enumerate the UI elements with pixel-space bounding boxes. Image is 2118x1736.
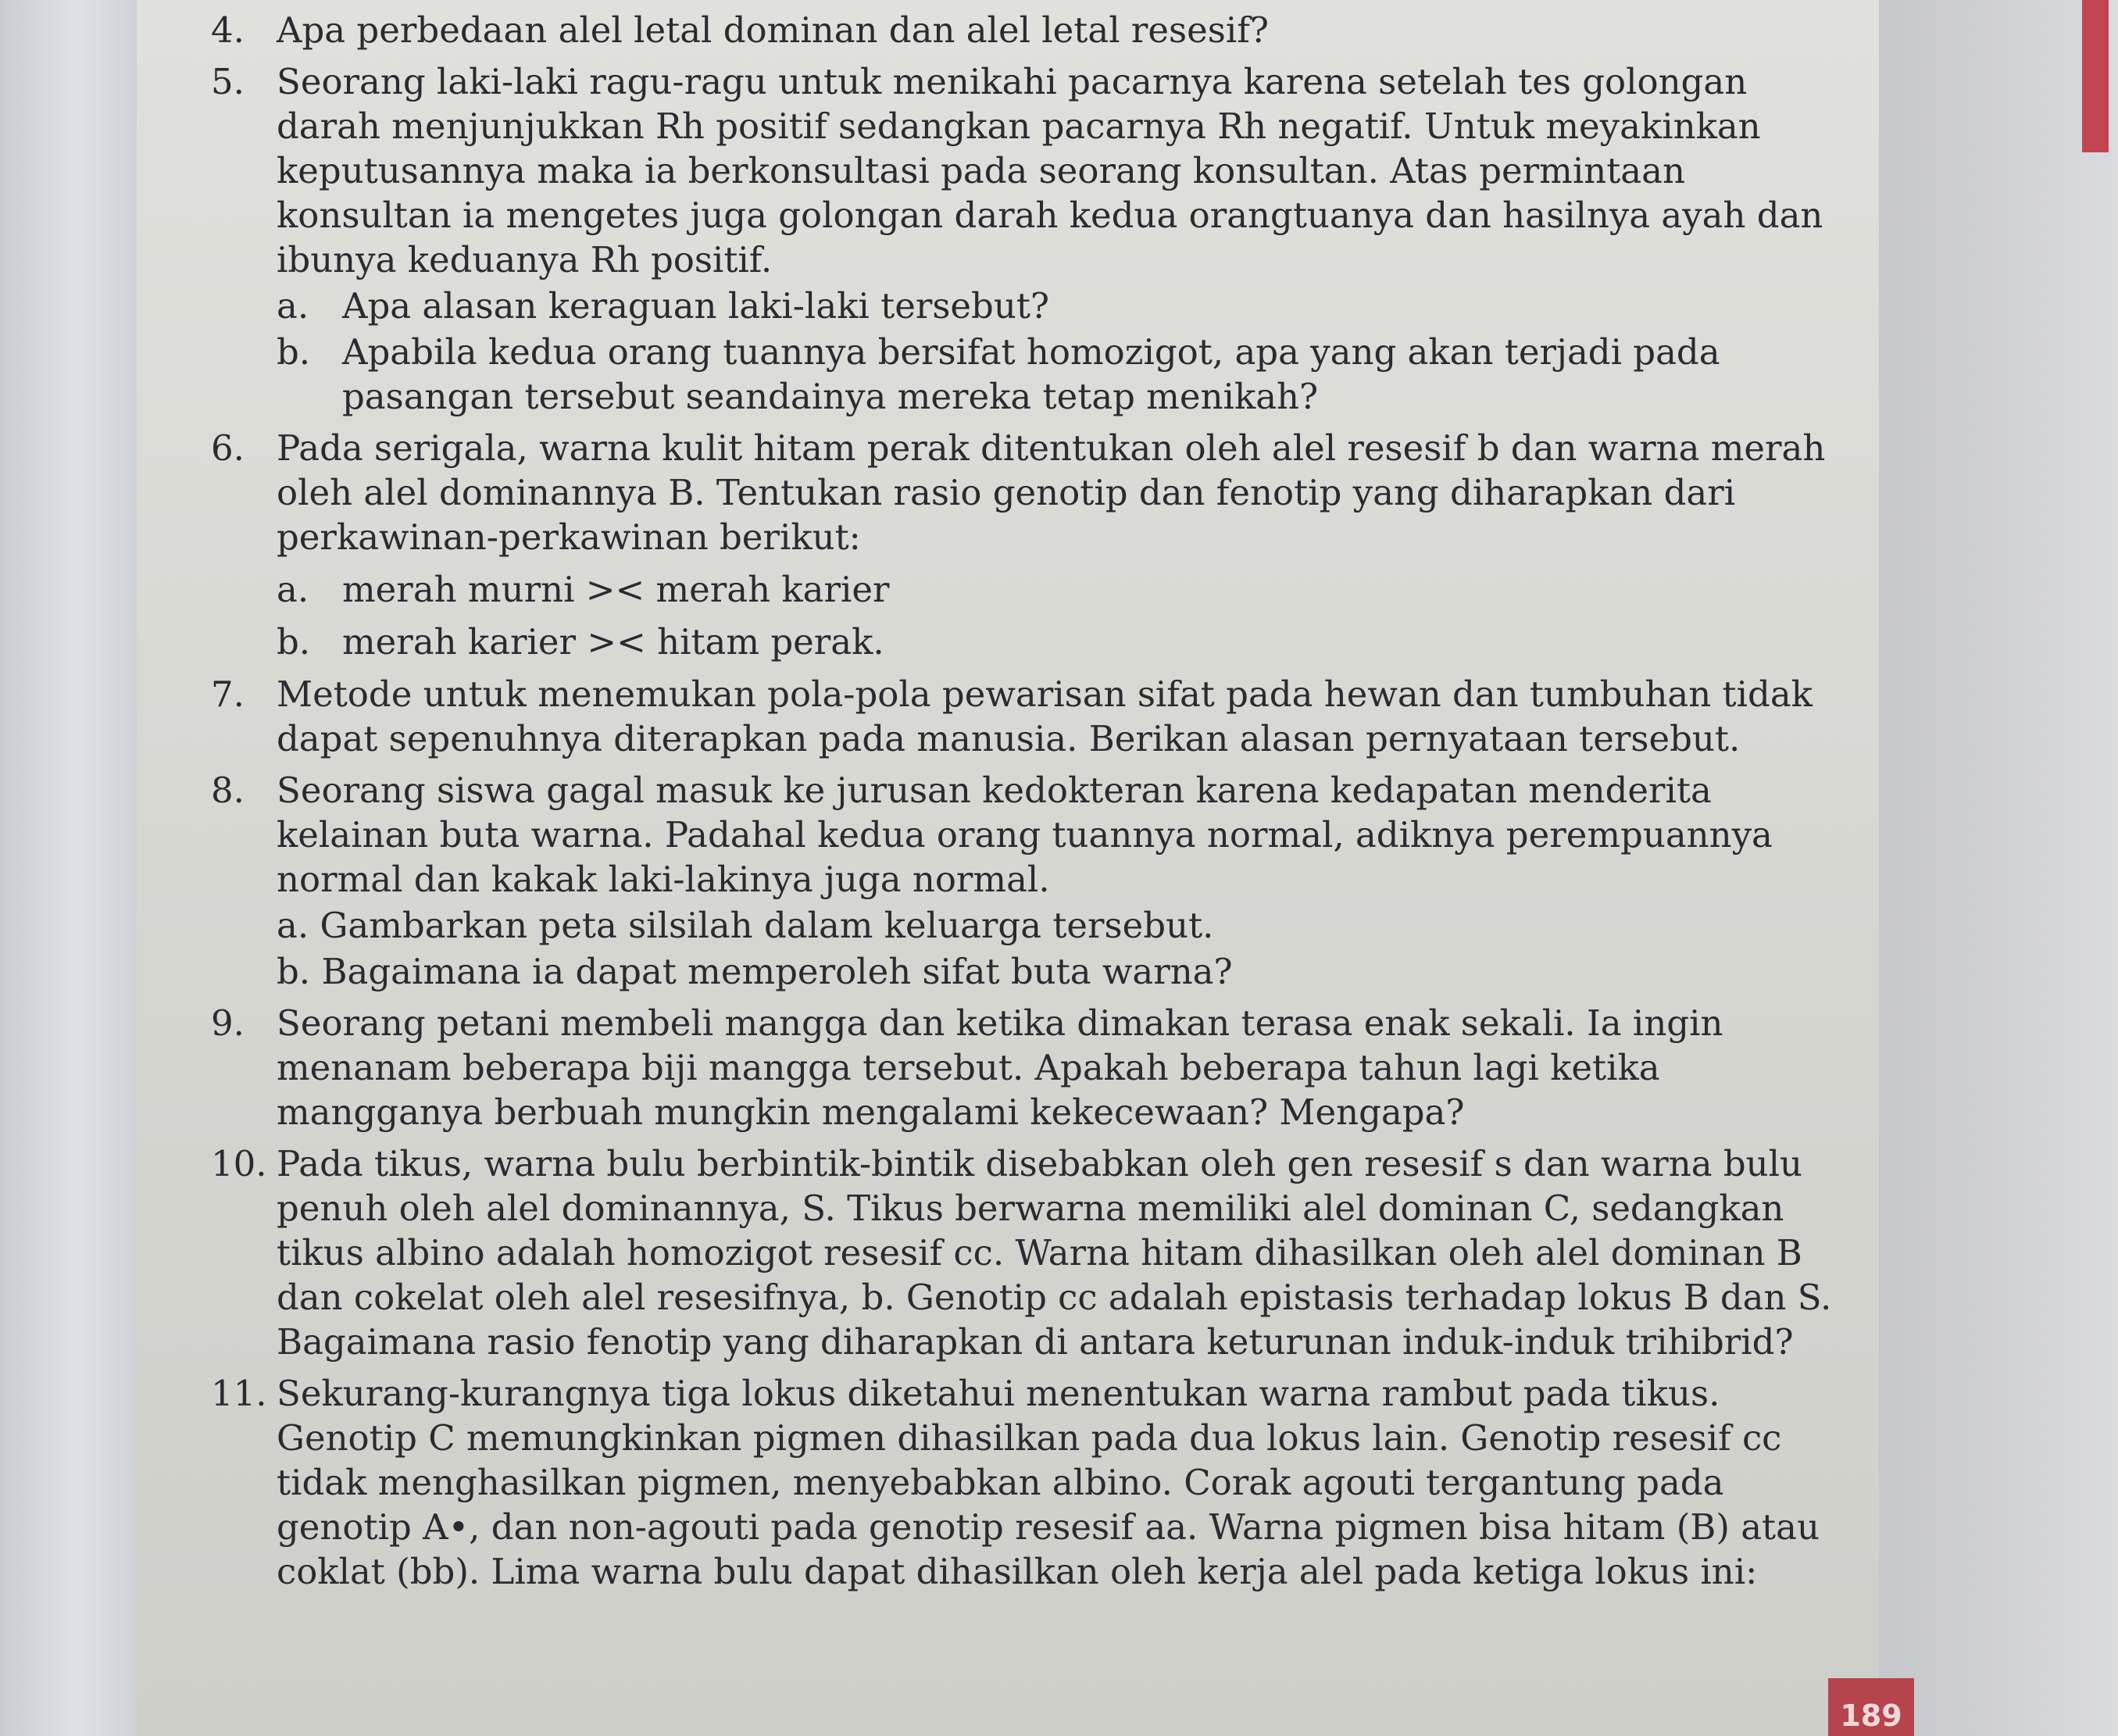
question-text: Seorang laki-laki ragu-ragu untuk menikahi pacarnya karena setelah tes golongan darah menjunjukkan Rh positif sedangkan pacarnya Rh negatif. Untuk meyakinkan keputusannya maka ia berkonsultasi pada seorang konsultan. Atas permintaan konsultan ia mengetes juga golongan darah kedua orangtuanya dan hasilnya ayah dan ibunya keduanya Rh positif.	[277, 61, 1823, 280]
question-text: Apa perbedaan alel letal dominan dan alel letal resesif?	[277, 9, 1270, 51]
sub-label: a.	[277, 569, 309, 610]
sub-text: Gambarkan peta silsilah dalam keluarga tersebut.	[320, 905, 1214, 946]
question-number: 5.	[211, 61, 245, 102]
sub-label: b.	[277, 621, 311, 663]
question-10	[211, 1141, 1859, 1364]
sub-text: merah karier >< hitam perak.	[342, 621, 884, 663]
sub-text: Apabila kedua orang tuannya bersifat homozigot, apa yang akan terjadi pada pasangan tersebut seandainya mereka tetap menikah?	[342, 331, 1720, 417]
sub-question	[277, 330, 1859, 419]
question-text: Pada serigala, warna kulit hitam perak ditentukan oleh alel resesif b dan warna merah oleh alel dominannya B. Tentukan rasio genotip dan fenotip yang diharapkan dari perkawinan-perkawinan berikut:	[277, 427, 1826, 558]
question-text: Metode untuk menemukan pola-pola pewarisan sifat pada hewan dan tumbuhan tidak dapat sepenuhnya diterapkan pada manusia. Berikan alasan pernyataan tersebut.	[277, 673, 1813, 759]
question-number: 8.	[211, 770, 245, 811]
question-number: 11.	[211, 1373, 267, 1414]
question-4	[211, 8, 1859, 52]
chapter-tab	[2082, 0, 2109, 152]
sub-text: Apa alasan keraguan laki-laki tersebut?	[342, 285, 1050, 327]
question-text: Sekurang-kurangnya tiga lokus diketahui menentukan warna rambut pada tikus. Genotip C memungkinkan pigmen dihasilkan pada dua lokus lain. Genotip resesif cc tidak menghasilkan pigmen, menyebabkan albino. Corak agouti tergantung pada genotip A•, dan non-agouti pada genotip resesif aa. Warna pigmen bisa hitam (B) atau coklat (bb). Lima warna bulu dapat dihasilkan oleh kerja alel pada ketiga lokus ini:	[277, 1373, 1820, 1592]
question-list	[211, 8, 1859, 1601]
question-number: 7.	[211, 673, 245, 715]
question-text: Seorang petani membeli mangga dan ketika dimakan terasa enak sekali. Ia ingin menanam beberapa biji mangga tersebut. Apakah beberapa tahun lagi ketika mangganya berbuah mungkin mengalami kekecewaan? Mengapa?	[277, 1002, 1723, 1133]
question-number: 6.	[211, 427, 245, 469]
question-9	[211, 1001, 1859, 1134]
question-number: 9.	[211, 1002, 245, 1044]
question-5	[211, 59, 1859, 419]
question-text: Seorang siswa gagal masuk ke jurusan kedokteran karena kedapatan menderita kelainan buta warna. Padahal kedua orang tuannya normal, adiknya perempuannya normal dan kakak laki-lakinya juga normal.	[277, 770, 1773, 900]
sub-text: Bagaimana ia dapat memperoleh sifat buta warna?	[321, 951, 1233, 992]
question-text: Pada tikus, warna bulu berbintik-bintik disebabkan oleh gen resesif s dan warna bulu penuh oleh alel dominannya, S. Tikus berwarna memiliki alel dominan C, sedangkan tikus albino adalah homozigot resesif cc. Warna hitam dihasilkan oleh alel dominan B dan cokelat oleh alel resesifnya, b. Genotip cc adalah epistasis terhadap lokus B dan S. Bagaimana rasio fenotip yang diharapkan di antara keturunan induk-induk trihibrid?	[277, 1143, 1832, 1363]
sub-label: b.	[277, 951, 311, 992]
question-7	[211, 672, 1859, 761]
sub-question	[277, 620, 1859, 664]
sub-text: merah murni >< merah karier	[342, 569, 890, 610]
question-number: 4.	[211, 9, 245, 51]
question-8	[211, 768, 1859, 994]
page-gutter	[0, 0, 137, 1736]
sub-question	[277, 949, 1859, 994]
question-11	[211, 1371, 1859, 1594]
sub-label: b.	[277, 331, 311, 373]
question-6	[211, 426, 1859, 664]
page-edge	[1879, 0, 2118, 1736]
sub-question	[277, 903, 1859, 948]
question-number: 10.	[211, 1143, 267, 1184]
page-number: 189	[1828, 1678, 1914, 1736]
sub-question	[277, 567, 1859, 612]
sub-label: a.	[277, 905, 309, 946]
sub-label: a.	[277, 285, 309, 327]
sub-question	[277, 284, 1859, 328]
